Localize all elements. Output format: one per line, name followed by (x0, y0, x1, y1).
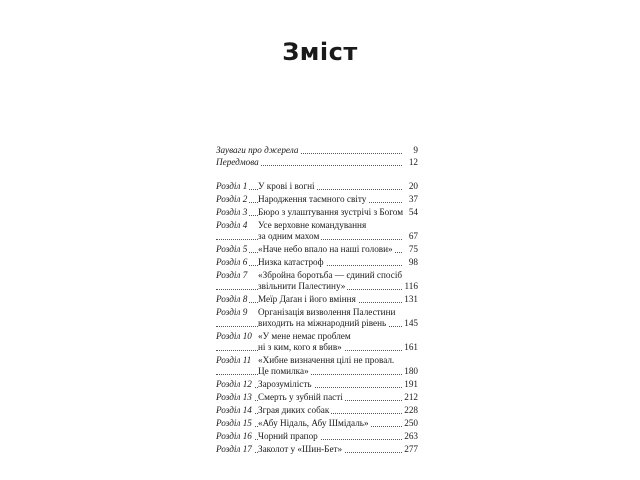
toc-entry-chapter-14[interactable] (216, 405, 420, 418)
toc-entry-chapter-5[interactable] (216, 244, 420, 257)
toc-entry-chapter-11[interactable] (216, 355, 420, 379)
chapter-title (258, 307, 398, 329)
toc-entry-chapter-3[interactable] (216, 207, 420, 220)
toc-entry-chapter-9[interactable] (216, 307, 420, 331)
chapter-title (258, 294, 398, 305)
chapter-title-line: «У мене немає проблем (258, 331, 351, 341)
chapter-label: Розділ 8 (216, 294, 248, 304)
chapter-title-line: У крові і вогні (258, 181, 315, 191)
chapter-label: Розділ 6 (216, 257, 248, 267)
toc-entry-chapter-7[interactable] (216, 270, 420, 294)
toc-entry-preface[interactable] (216, 157, 420, 181)
chapter-title (258, 392, 398, 403)
chapter-label: Розділ 9 (216, 307, 248, 317)
chapter-title (258, 418, 398, 429)
chapter-list (216, 181, 420, 457)
chapter-title (258, 181, 398, 192)
chapter-title-line: «Абу Нідаль, Абу Шмідаль» (258, 418, 369, 428)
chapter-page: 180 (404, 366, 418, 376)
toc-entry-label: Зауваги про джерела (216, 145, 299, 155)
toc-entry-chapter-17[interactable] (216, 444, 420, 457)
chapter-label: Розділ 3 (216, 207, 248, 217)
chapter-title-line: Зграя диких собак (258, 405, 330, 415)
chapter-title-line: Низка катастроф (258, 257, 324, 267)
chapter-page: 263 (404, 431, 418, 441)
chapter-title-line: ні з ким, кого я вбив» (258, 342, 342, 352)
chapter-label: Розділ 14 (216, 405, 252, 415)
chapter-page: 228 (404, 405, 418, 415)
toc-entry-label: Передмова (216, 157, 259, 167)
chapter-page: 277 (404, 444, 418, 454)
chapter-title-line: Зарозумілість (258, 379, 312, 389)
chapter-title (258, 207, 404, 218)
toc-entry-chapter-16[interactable] (216, 431, 420, 444)
toc-entry-chapter-2[interactable] (216, 194, 420, 207)
chapter-page: 75 (408, 244, 418, 254)
chapter-title (258, 431, 398, 442)
chapter-page: 250 (404, 418, 418, 428)
chapter-title (258, 331, 398, 353)
toc-entry-chapter-10[interactable] (216, 331, 420, 355)
chapter-title-line: Меїр Даґан і його вміння (258, 294, 356, 304)
chapter-title (258, 379, 398, 390)
chapter-title-line: «Збройна боротьба — єдиний спосіб (258, 270, 403, 280)
chapter-label: Розділ 11 (216, 355, 252, 365)
toc-entry-chapter-12[interactable] (216, 379, 420, 392)
chapter-page: 37 (408, 194, 418, 204)
toc-entry-page: 12 (408, 157, 418, 167)
chapter-label: Розділ 2 (216, 194, 248, 204)
chapter-title (258, 244, 398, 255)
chapter-title-line: Бюро з улаштування зустрічі з Богом (258, 207, 404, 217)
toc-entry-chapter-1[interactable] (216, 181, 420, 194)
chapter-label: Розділ 13 (216, 392, 252, 402)
page-title: Зміст (282, 38, 358, 66)
chapter-page: 54 (408, 207, 418, 217)
chapter-label: Розділ 10 (216, 331, 252, 341)
toc-entry-chapter-6[interactable] (216, 257, 420, 270)
chapter-label: Розділ 7 (216, 270, 248, 280)
toc-entry-chapter-15[interactable] (216, 418, 420, 431)
chapter-label: Розділ 1 (216, 181, 248, 191)
chapter-label: Розділ 12 (216, 379, 252, 389)
chapter-title-line: Усе верховне командування (258, 220, 367, 230)
chapter-title (258, 444, 398, 455)
chapter-title (258, 405, 398, 416)
chapter-page: 20 (408, 181, 418, 191)
toc-entry-chapter-13[interactable] (216, 392, 420, 405)
chapter-page: 67 (408, 231, 418, 241)
chapter-title (258, 220, 398, 242)
chapter-title (258, 270, 403, 292)
chapter-label: Розділ 15 (216, 418, 252, 428)
chapter-page: 191 (404, 379, 418, 389)
chapter-title-line: за одним махом (258, 231, 320, 241)
chapter-title (258, 257, 398, 268)
chapter-title-line: Чорний прапор (258, 431, 318, 441)
toc-entry-chapter-4[interactable] (216, 220, 420, 244)
toc-entry-chapter-8[interactable] (216, 294, 420, 307)
toc-entry-page: 9 (413, 145, 418, 155)
chapter-title-line: виходить на міжнародний рівень (258, 318, 387, 328)
table-of-contents (216, 145, 420, 457)
toc-entry-sources[interactable] (216, 145, 420, 157)
chapter-title-line: «Хибне визначення цілі не провал. (258, 355, 395, 365)
chapter-title-line: «Наче небо впало на наші голови» (258, 244, 393, 254)
chapter-title-line: Це помилка» (258, 366, 309, 376)
chapter-page: 116 (404, 281, 418, 291)
chapter-page: 161 (404, 342, 418, 352)
chapter-page: 131 (404, 294, 418, 304)
chapter-title-line: Організація визволення Палестини (258, 307, 396, 317)
chapter-page: 98 (408, 257, 418, 267)
chapter-label: Розділ 17 (216, 444, 252, 454)
chapter-title (258, 194, 398, 205)
chapter-page: 145 (404, 318, 418, 328)
chapter-label: Розділ 16 (216, 431, 252, 441)
chapter-label: Розділ 4 (216, 220, 248, 230)
chapter-title-line: звільнити Палестину» (258, 281, 346, 291)
chapter-label: Розділ 5 (216, 244, 248, 254)
chapter-title (258, 355, 398, 377)
chapter-title-line: Заколот у «Шин-Бет» (258, 444, 343, 454)
chapter-title-line: Народження таємного світу (258, 194, 367, 204)
chapter-page: 212 (404, 392, 418, 402)
chapter-title-line: Смерть у зубній пасті (258, 392, 343, 402)
